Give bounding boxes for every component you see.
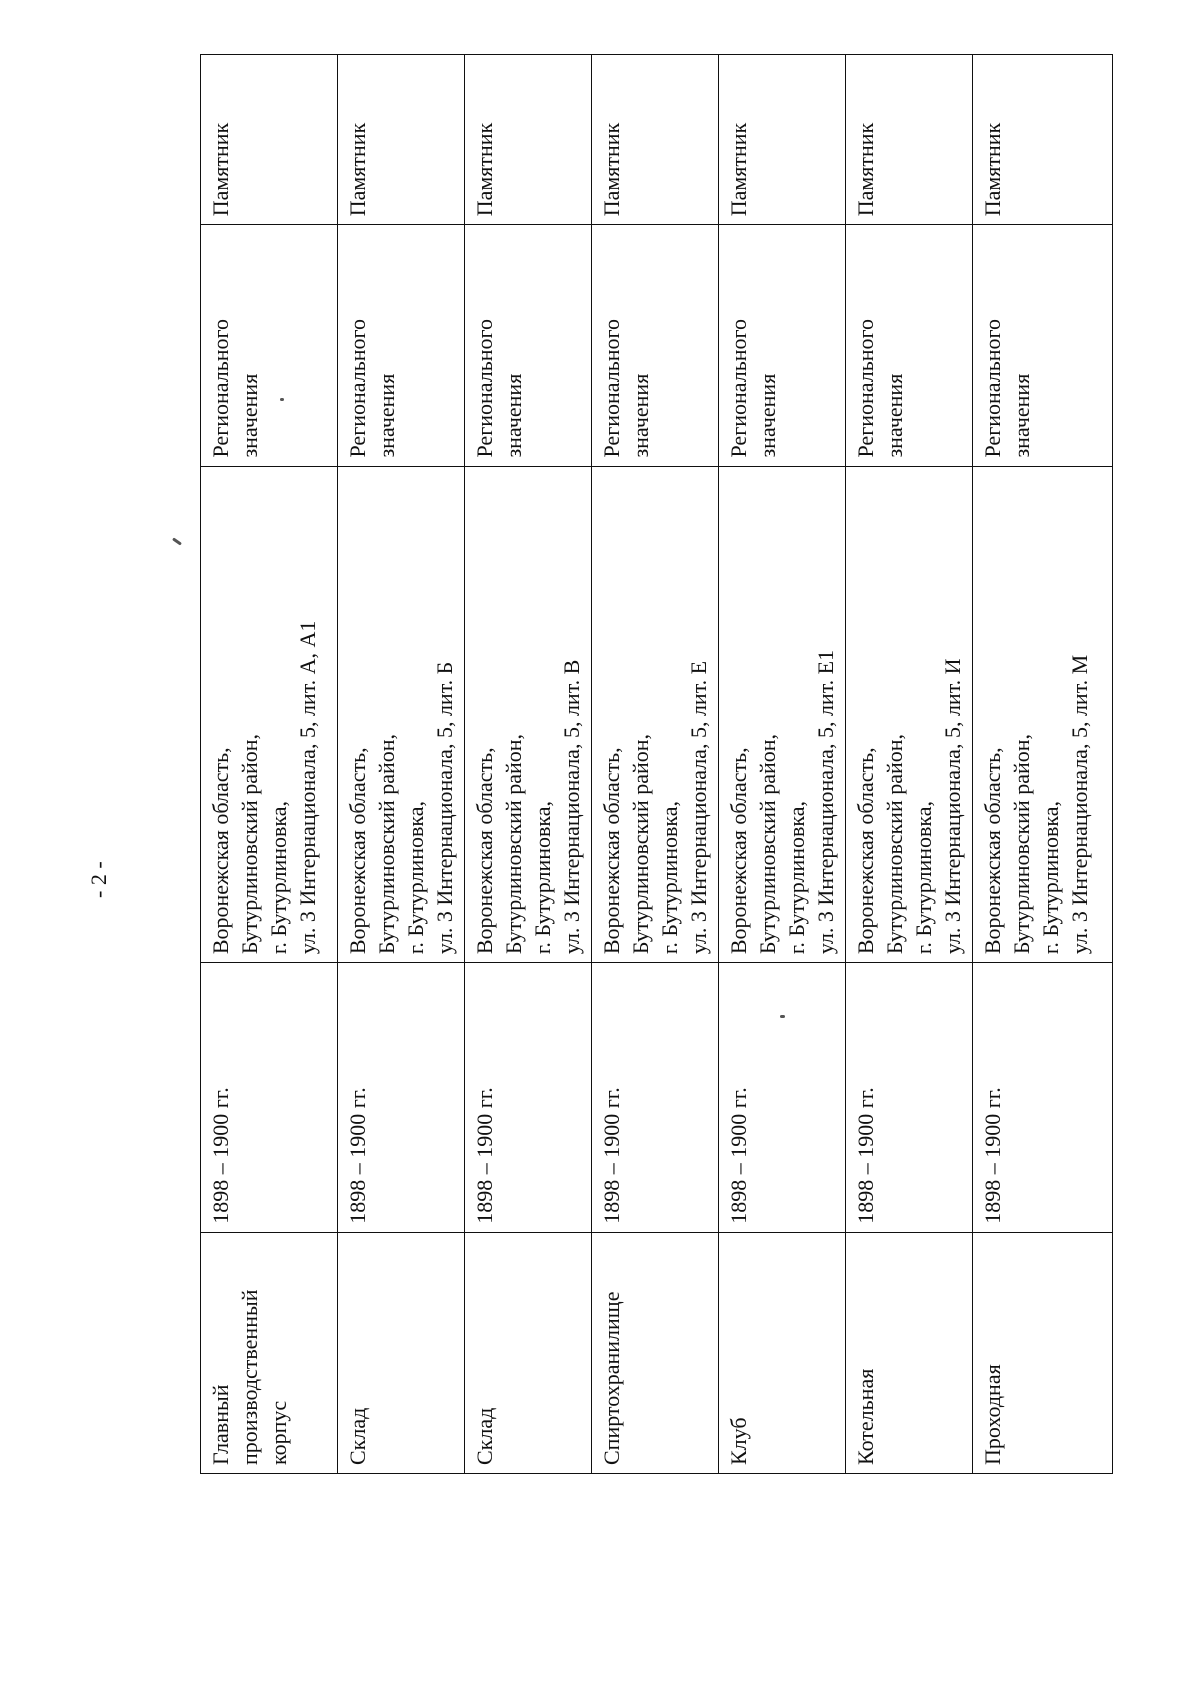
address-line: г. Бутурлиновка,: [656, 800, 682, 955]
address-cell: [464, 466, 591, 963]
significance-cell: Регионального значения: [337, 225, 464, 466]
table-row: [337, 55, 464, 1474]
address-line: ул. 3 Интернационала, 5, лит. М: [1067, 654, 1093, 955]
object-type-cell: Памятник: [464, 55, 591, 225]
object-name-cell: Склад: [464, 1232, 591, 1473]
address-line: ул. 3 Интернационала, 5, лит. В: [558, 659, 584, 955]
address-line: ул. 3 Интернационала, 5, лит. И: [940, 658, 966, 955]
object-type-cell: Памятник: [719, 55, 846, 225]
address-cell: [846, 466, 973, 963]
address-line: г. Бутурлиновка,: [784, 800, 810, 955]
object-name-cell: Клуб: [719, 1232, 846, 1473]
address-cell: [337, 466, 464, 963]
significance-cell: Регионального значения: [719, 225, 846, 466]
address-line: Воронежская область,: [598, 747, 624, 955]
table-row: [846, 55, 973, 1474]
address-line: ул. 3 Интернационала, 5, лит. Е1: [813, 649, 839, 955]
significance-cell: Регионального значения: [973, 225, 1113, 466]
table-row: [719, 55, 846, 1474]
address-line: Воронежская область,: [471, 747, 497, 955]
scan-speck: [280, 398, 284, 401]
construction-date-cell: 1898 – 1900 гг.: [464, 963, 591, 1233]
address-line: Бутурлиновский район,: [1009, 733, 1035, 955]
construction-date-cell: 1898 – 1900 гг.: [201, 963, 338, 1233]
address-line: Бутурлиновский район,: [755, 733, 781, 955]
construction-date-cell: 1898 – 1900 гг.: [719, 963, 846, 1233]
heritage-table: [200, 54, 1113, 1474]
page-number: - 2 -: [86, 861, 111, 898]
table-wrap: [200, 54, 1113, 1474]
address-line: Бутурлиновский район,: [882, 733, 908, 955]
table-body: [201, 55, 1113, 1474]
address-line: г. Бутурлиновка,: [402, 800, 428, 955]
object-name-cell: Склад: [337, 1232, 464, 1473]
address-line: г. Бутурлиновка,: [1038, 800, 1064, 955]
address-line: Воронежская область,: [208, 747, 233, 955]
object-name-cell: Спиртохранилище: [591, 1232, 718, 1473]
object-type-cell: Памятник: [337, 55, 464, 225]
address-line: ул. 3 Интернационала, 5, лит. Е: [685, 660, 711, 955]
address-line: Воронежская область,: [344, 747, 370, 955]
construction-date-cell: 1898 – 1900 гг.: [846, 963, 973, 1233]
object-name-cell: Котельная: [846, 1232, 973, 1473]
object-type-cell: Памятник: [846, 55, 973, 225]
significance-cell: Регионального значения: [846, 225, 973, 466]
address-line: ул. 3 Интернационала, 5, лит. Б: [431, 661, 457, 955]
object-type-cell: Памятник: [973, 55, 1113, 225]
address-line: Воронежская область,: [726, 747, 751, 955]
address-line: Бутурлиновский район,: [373, 733, 399, 955]
significance-cell: Регионального значения: [591, 225, 718, 466]
address-line: Бутурлиновский район,: [237, 733, 263, 955]
address-cell: [201, 466, 338, 963]
address-line: Воронежская область,: [980, 747, 1006, 955]
address-line: Бутурлиновский район,: [500, 733, 526, 955]
address-line: ул. 3 Интернационала, 5, лит. А, А1: [295, 620, 321, 955]
table-row: [973, 55, 1113, 1474]
construction-date-cell: 1898 – 1900 гг.: [337, 963, 464, 1233]
address-line: Воронежская область,: [853, 747, 879, 955]
scan-speck: [172, 537, 182, 545]
table-row: [464, 55, 591, 1474]
construction-date-cell: 1898 – 1900 гг.: [973, 963, 1113, 1233]
address-cell: [591, 466, 718, 963]
address-cell: [719, 466, 846, 963]
object-name-cell: Главный производственный корпус: [201, 1232, 338, 1473]
scan-speck: [780, 1015, 785, 1018]
table-row: [591, 55, 718, 1474]
significance-cell: Регионального значения: [464, 225, 591, 466]
construction-date-cell: 1898 – 1900 гг.: [591, 963, 718, 1233]
object-name-cell: Проходная: [973, 1232, 1113, 1473]
address-cell: [973, 466, 1113, 963]
address-line: г. Бутурлиновка,: [911, 800, 937, 955]
significance-cell: Регионального значения: [201, 225, 338, 466]
address-line: Бутурлиновский район,: [627, 733, 653, 955]
address-line: г. Бутурлиновка,: [529, 800, 555, 955]
object-type-cell: Памятник: [201, 55, 338, 225]
table-row: [201, 55, 338, 1474]
object-type-cell: Памятник: [591, 55, 718, 225]
address-line: г. Бутурлиновка,: [266, 800, 292, 955]
